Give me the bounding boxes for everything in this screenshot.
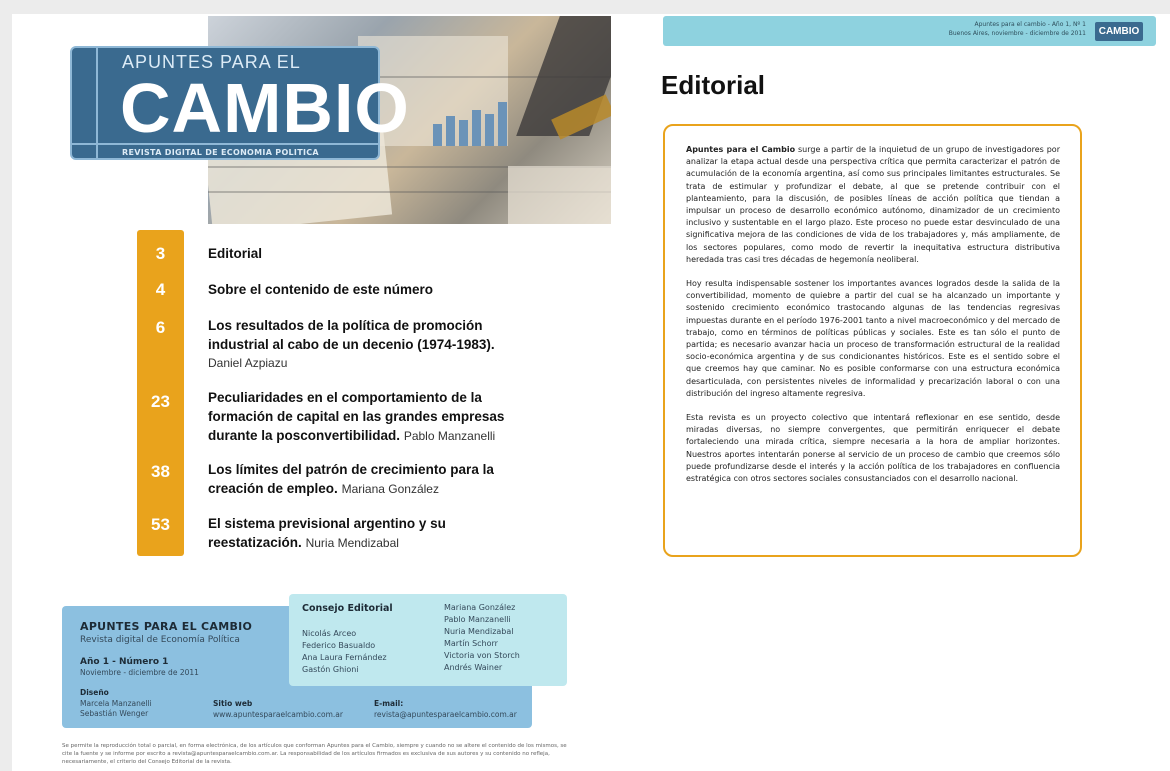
- board-member: Gastón Ghioni: [302, 665, 359, 674]
- toc-item-title[interactable]: Los límites del patrón de crecimiento para la creación de empleo. Mariana González: [208, 462, 494, 496]
- header-issue-line: Apuntes para el cambio - Año 1, Nº 1: [974, 21, 1086, 28]
- toc-item-title[interactable]: Peculiaridades en el comportamiento de la formación de capital en las grandes empresas durante la posconvertibilidad. Pablo Manzanelli: [208, 390, 505, 443]
- logo-line2: CAMBIO: [120, 69, 410, 147]
- toc-item-title[interactable]: El sistema previsional argentino y su reestatización. Nuria Mendizabal: [208, 516, 446, 550]
- board-member: Victoria von Storch: [444, 651, 520, 660]
- email-label: E-mail:: [374, 699, 404, 708]
- toc-item-author: Nuria Mendizabal: [305, 536, 399, 550]
- board-member: Federico Basualdo: [302, 641, 376, 650]
- toc-page-number: 53: [151, 515, 170, 534]
- toc-page-number: 3: [155, 244, 166, 263]
- web-label: Sitio web: [213, 699, 253, 708]
- toc-item-title[interactable]: Sobre el contenido de este número: [208, 282, 434, 297]
- credits-title: APUNTES PARA EL CAMBIO: [80, 620, 253, 633]
- toc-item-author: Daniel Azpiazu: [208, 356, 288, 370]
- editorial-board-list-left: [302, 628, 387, 676]
- editorial-board-title: Consejo Editorial: [302, 603, 393, 614]
- toc-page-number: 4: [155, 280, 166, 299]
- toc-item-author: Pablo Manzanelli: [403, 429, 496, 443]
- viewer-left-edge: [0, 0, 12, 771]
- toc-page-number: 23: [151, 392, 170, 411]
- toc-page-number: 6: [155, 318, 166, 337]
- toc-item-title[interactable]: Los resultados de la política de promoción industrial al cabo de un decenio (1974-1983). Daniel Azpiazu: [208, 316, 508, 373]
- board-member: Mariana González: [444, 603, 516, 612]
- header-date-line: Buenos Aires, noviembre - diciembre de 2011: [948, 30, 1086, 37]
- design-name: Sebastián Wenger: [80, 709, 149, 718]
- web-link[interactable]: www.apuntesparaelcambio.com.ar: [213, 710, 343, 719]
- board-member: Nuria Mendizabal: [444, 627, 514, 636]
- editorial-lead: Apuntes para el Cambio: [686, 145, 796, 154]
- viewer-top-edge: [0, 0, 1170, 14]
- design-label: Diseño: [80, 688, 109, 697]
- credits-subtitle: Revista digital de Economía Política: [80, 635, 240, 645]
- editorial-heading: Editorial: [661, 70, 766, 100]
- editorial-board-list-right: [444, 602, 520, 674]
- board-member: Martín Schorr: [444, 639, 498, 648]
- editorial-paragraph: Esta revista es un proyecto colectivo que intentará reflexionar en ese sentido, desde miradas diversas, no siempre convergentes, que permitirán enriquecer el debate fortaleciendo una mirada crítica, siempre necesaria a la hora de ampliar horizontes. Nuestros aportes intentarán ponerse al servicio de un proceso de cambio que creemos sólo puede profundizarse desde el interés y la acción política de los trabajadores en confluencia estratégica con otros sectores sociales consustanciados con el desarrollo nacional.: [686, 413, 1060, 484]
- editorial-paragraph: Hoy resulta indispensable sostener los importantes avances logrados desde la salida de la convertibilidad, momento de quiebre a partir del cual se ha alcanzado un importante y sostenido crecimiento económico trastocando algunas de las tendencias regresivas impuestas durante en el período 1976-2001 tanto a nivel macroeconómico y del mercado de trabajo, como en términos de políticas públicas y sociales. Este es tan sólo el punto de partida; es necesario avanzar hacia un proceso de transformación estructural de la realidad socio-económica argentina y de sus condicionantes históricos. Este es el sentido sobre el que creemos hay que caminar. No es posible conformarse con una estructura económica desarticulada, con persistentes niveles de informalidad y precarización laboral o con una distribución del ingreso altamente regresiva.: [686, 279, 1060, 398]
- toc-page-number: 38: [151, 462, 170, 481]
- logo-line3: REVISTA DIGITAL DE ECONOMIA POLITICA: [122, 148, 319, 157]
- credits-issue: Año 1 - Número 1: [80, 657, 169, 667]
- board-member: Ana Laura Fernández: [302, 653, 387, 662]
- board-member: Andrés Wainer: [444, 663, 503, 672]
- logo-line1: APUNTES PARA EL: [122, 52, 301, 72]
- editorial-paragraph: Apuntes para el Cambio surge a partir de la inquietud de un grupo de investigadores por analizar la etapa actual desde una perspectiva crítica que permita caracterizar el patrón de acumulación de la economía argentina, así como sus principales limitantes estructurales. Se trata de estimular y profundizar el debate, al que se pretende contribuir con el planteamiento, para la discusión, de posibles líneas de acción política que tiendan a impulsar un proceso de desarrollo económico autónomo, dinamizador de un crecimiento inclusivo y sustentable en el largo plazo. Este proceso no puede estar desvinculado de una significativa mejora de las condiciones de vida de los trabajadores y, más ampliamente, de los sectores populares, como modo de revertir la inequitativa estructura distributiva heredada tras casi tres décadas de hegemonía neoliberal.: [686, 145, 1060, 264]
- credits-date: Noviembre - diciembre de 2011: [80, 668, 199, 677]
- board-member: Nicolás Arceo: [302, 629, 357, 638]
- editorial-body: [686, 144, 1060, 497]
- toc-item-author: Mariana González: [341, 482, 439, 496]
- magazine-logo: [70, 46, 410, 160]
- email-link[interactable]: revista@apuntesparaelcambio.com.ar: [374, 710, 517, 719]
- toc-item-title[interactable]: Editorial: [208, 246, 263, 261]
- header-logo: CAMBIO: [1095, 22, 1143, 41]
- design-name: Marcela Manzanelli: [80, 699, 152, 708]
- board-member: Pablo Manzanelli: [444, 615, 511, 624]
- copyright-disclaimer: Se permite la reproducción total o parcial, en forma electrónica, de los artículos que conforman Apuntes para el Cambio, siempre y cuando no se altere el contenido de los mismos, se cite la fuente y se informe por escrito a revista@apuntesparaelcambio.com.ar. La responsabilidad de los artículos firmados es exclusiva de sus autores y su contenido no refleja, necesariamente, el criterio del Consejo Editorial de la revista.: [62, 743, 567, 765]
